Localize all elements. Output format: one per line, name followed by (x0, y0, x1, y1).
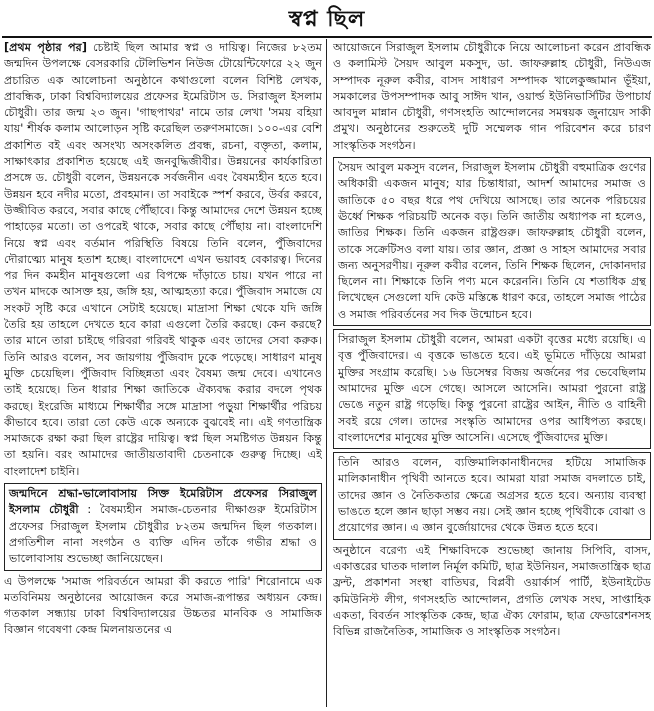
right-column (333, 40, 651, 708)
box-body: : বৈষম্যহীন সমাজ-চেতনার দীক্ষাগুরু ইমেরিটাস প্রফেসর সিরাজুল ইসলাম চৌধুরীর ৮২তম জন্মদিন ছিল গতকাল। প্রগতিশীল নানা সংগঠন ও ব্যক্তি এদিন তাঁকে গভীর শ্রদ্ধা ও ভালোবাসায় শুভেচ্ছা জানিয়েছেন। (9, 503, 317, 566)
right-paragraph-3: অনুষ্ঠানে বরেণ্য এই শিক্ষাবিদকে শুভেচ্ছা জানায় সিপিবি, বাসদ, একাত্তরের ঘাতক দালাল নির্মূল কমিটি, ছাত্র ইউনিয়ন, সমাজতান্ত্রিক ছাত্র ফ্রন্ট, প্রকাশনা সংস্থা বাতিঘর, বিপ্লবী ওয়ার্কার্স পার্টি, ইউনাইটেড কমিউনিস্ট লীগ, গণসংহতি আন্দোলন, প্রগতি লেখক সংঘ, সাপ্তাহিক একতা, বিবর্তন সাংস্কৃতিক কেন্দ্র, ছাত্র ঐক্য ফোরাম, ছাত্র ফেডারেশনসহ বিভিন্ন রাজনৈতিক, সামাজিক ও সাংস্কৃতিক সংগঠন। (333, 543, 651, 639)
right-box-2-text: তিনি আরও বলেন, ব্যক্তিমালিকানাধীনদের হটিয়ে সামাজিক মালিকানাধীন পৃথিবী আনতে হবে। আমরা যারা সমাজ বদলাতে চাই, তাদের জ্ঞান ও নৈতিকতার ক্ষেত্রে অগ্রসর হতে হবে। অন্যায় ব্যবস্থা ভাঙতে হলে জ্ঞান ছাড়া সম্ভব নয়। সেই জ্ঞান হচ্ছে পৃথিবীকে বোঝা ও প্রয়োগের জ্ঞান। এ জ্ঞান বুর্জোয়াদের থেকে উন্নত হতে হবে। (338, 456, 646, 535)
left-paragraph-2: এ উপলক্ষে 'সমাজ পরিবর্তনে আমরা কী করতে পারি' শিরোনামে এক মতবিনিময় অনুষ্ঠানের আয়োজন করে সমাজ-রূপান্তর অধ্যয়ন কেন্দ্র। গতকাল সন্ধ্যায় ঢাকা বিশ্ববিদ্যালয়ের উচ্চতর মানবিক ও সামাজিক বিজ্ঞান গবেষণা কেন্দ্র মিলনায়তনের এ (4, 574, 322, 637)
continuation-kicker: [প্রথম পৃষ্ঠার পর] (4, 41, 87, 54)
left-paragraph-1 (4, 40, 322, 480)
headline-rule (2, 36, 652, 38)
left-paragraph-1-body: চেষ্টাই ছিল আমার স্বপ্ন ও দায়িত্ব। নিজের ৮২তম জন্মদিন উপলক্ষে বেসরকারি টেলিভিশন নিউজ টোয়েন্টিফোরে ২২ জুন প্রচারিত এক আলোচনা অনুষ্ঠানে কথাগুলো বলেন বিশিষ্ট লেখক, প্রাবন্ধিক, ঢাকা বিশ্ববিদ্যালয়ের প্রফেসর ইমেরিটাস ড. সিরাজুল ইসলাম চৌধুরী। তার জন্ম ২৩ জুন। 'গাছপাথর' নামে তার লেখা 'সময় বহিয়া যায়' শীর্ষক কলাম আলোড়ন সৃষ্টি করেছিল তরুণসমাজে। ১০০-এর বেশি প্রকাশিত বই এবং অসংখ্য অসংকলিত প্রবন্ধ, রচনা, বক্তৃতা, কলাম, সাক্ষাৎকার প্রকাশিত হয়েছে এই জনবুদ্ধিজীবীর। উন্নয়নের কার্যকারিতা প্রসঙ্গে ড. চৌধুরী বলেন, উন্নয়নকে সর্বজনীন এবং বৈষম্যহীন হতে হবে। উন্নয়ন হবে নদীর মতো, প্রবহমান। তা সবাইকে স্পর্শ করবে, উর্বর করবে, উজ্জীবিত করবে, সবার কাছে পৌঁছাবে। কিন্তু আমাদের দেশে উন্নয়ন হচ্ছে পাহাড়ের মতো। তা ওপরেই থাকে, সবার কাছে পৌঁছায় না। বাংলাদেশি নিয়ে স্বপ্ন এবং বর্তমান পরিস্থিতি বিষয়ে তিনি বলেন, পুঁজিবাদের দৌরাত্ম্যে মানুষ হতাশ হচ্ছে। বাংলাদেশে এখন ভয়াবহ বেকারত্ব। দিনের পর দিন কমহীন মানুষগুলো এর বিপক্ষে দাঁড়াতে চায়। যখন পারে না তখন মাদকে আসক্ত হয়, জঙ্গি হয়, আত্মহত্যা করে। পুঁজিবাদ সমাজে যে সংকট সৃষ্টি করে এখানে সেটাই হয়েছে। মাদ্রাসা শিক্ষা থেকে যদি জঙ্গি তৈরি হয় তাহলে দেখতে হবে কারা এগুলো তৈরি করছে। কেন করছে? তার মানে তারা চাইছে গরিবরা গরিবই থাকুক এবং তাদের সেবা করুক। তিনি আরও বলেন, সব জায়গায় পুঁজিবাদ ঢুকে পড়েছে। সাধারণ মানুষ মুক্তি চেয়েছিল। পুঁজিবাদ বিচ্ছিন্নতা এবং বৈষম্য জন্ম দেবে। এখানেও তাই হয়েছে। তিন ধারার শিক্ষা জাতিকে ঐক্যবদ্ধ করার বদলে পৃথক করছে। ইংরেজি মাধ্যমে শিক্ষার্থীর সঙ্গে মাদ্রাসা পড়ুয়া শিক্ষার্থীর পরিচয় কীভাবে হবে। তারা তো কেউ একে অন্যকে বুঝবেই না। এই গণতান্ত্রিক সমাজকে রক্ষা করা ছিল রাষ্ট্রের দায়িত্ব। স্বপ্ন ছিল সমষ্টিগত উন্নয়ন কিন্তু তা হয়নি। বরং আমাদের জাতীয়তাবাদী চেতনাকে গুরুত্ব দিচ্ছে। এই বাংলাদেশ চাইনি। (4, 41, 322, 478)
birthday-tribute-box (4, 483, 322, 570)
right-paragraph-1: আয়োজনে সিরাজুল ইসলাম চৌধুরীকে নিয়ে আলোচনা করেন প্রাবন্ধিক ও কলামিস্ট সৈয়দ আবুল মকসুদ, ডা. জাফরুল্লাহ চৌধুরী, নিউএজ সম্পাদক নূরুল কবীর, বাসদ সাধারণ সম্পাদক খালেকুজ্জামান ভূঁইয়া, সমকালের উপসম্পাদক আবু সাঈদ খান, ওয়ার্ল্ড ইউনিভার্সিটির উপাচার্য আবদুল মান্নান চৌধুরী, গণসংহতি আন্দোলনের সমন্বয়ক জুনায়েদ সাকী প্রমুখ। অনুষ্ঠানের শুরুতেই দুটি সম্মেলক গান পরিবেশন করে চারণ সাংস্কৃতিক সংগঠন। (333, 41, 651, 152)
right-paragraph-2: সৈয়দ আবুল মকসুদ বলেন, সিরাজুল ইসলাম চৌধুরী বহুমাত্রিক গুণের অধিকারী একজন মানুষ; যার চিন্তাধারা, আদর্শ আমাদের সমাজ ও জাতিকে ৫০ বছর ধরে পথ দেখিয়ে আসছে। তার অনেক পরিচয়ের ঊর্ধ্বে শিক্ষক পরিচয়টি অনেক বড়। তিনি জাতীয় অধ্যাপক না হলেও, জাতির শিক্ষক। তিনি একজন রাষ্ট্রগুরু। জাফরুল্লাহ চৌধুরী বলেন, তাকে সক্রেটিসও বলা যায়। তার জ্ঞান, প্রজ্ঞা ও সাহস আমাদের সবার জন্য অনুসরণীয়। নূরুল কবীর বলেন, তিনি শিক্ষক ছিলেন, দোকানদার ছিলেন না। শিক্ষাকে তিনি পণ্য মনে করেননি। তিনি যে শতাধিক গ্রন্থ লিখেছেন সেগুলো যদি কেউ মস্তিষ্কে ধারণ করে, তাহলে সমাজ পাঠের ও সমাজ পরিবর্তনের সব দিক উন্মোচন হবে। (338, 161, 646, 321)
left-column (4, 40, 322, 708)
right-boxed-paragraph-2 (333, 329, 651, 449)
right-boxed-paragraph-1 (333, 157, 651, 326)
article-headline: স্বপ্ন ছিল (288, 6, 366, 32)
box-title: জন্মদিনে শ্রদ্ধা-ভালোবাসায় সিক্ত ইমেরিটাস প্রফেসর সিরাজুল ইসলাম চৌধুরী (9, 487, 317, 517)
right-boxed-paragraph-3 (333, 452, 651, 539)
column-divider (326, 39, 327, 707)
right-box-1-text: সিরাজুল ইসলাম চৌধুরী বলেন, আমরা একটা বৃত্তের মধ্যে রয়েছি। এ বৃত্ত পুঁজিবাদের। এ বৃত্তকে ভাঙতে হবে। এই ভূমিতে দাঁড়িয়ে আমরা মুক্তির সংগ্রাম করেছি। ১৬ ডিসেম্বর বিজয় অর্জনের পর ভেবেছিলাম আমাদের মুক্তি এসে গেছে। আসলে আসেনি। আমরা পুরনো রাষ্ট্র ভেঙে নতুন রাষ্ট্র গড়েছি। কিন্তু পুরনো রাষ্ট্রের আইন, নীতি ও বাহিনী সবই রয়ে গেল। তাদের সংস্কৃতি আমাদের ওপর আধিপত্য করছে। বাংলাদেশের মানুষের মুক্তি আসেনি। এসেছে পুঁজিবাদের মুক্তি। (338, 333, 646, 444)
